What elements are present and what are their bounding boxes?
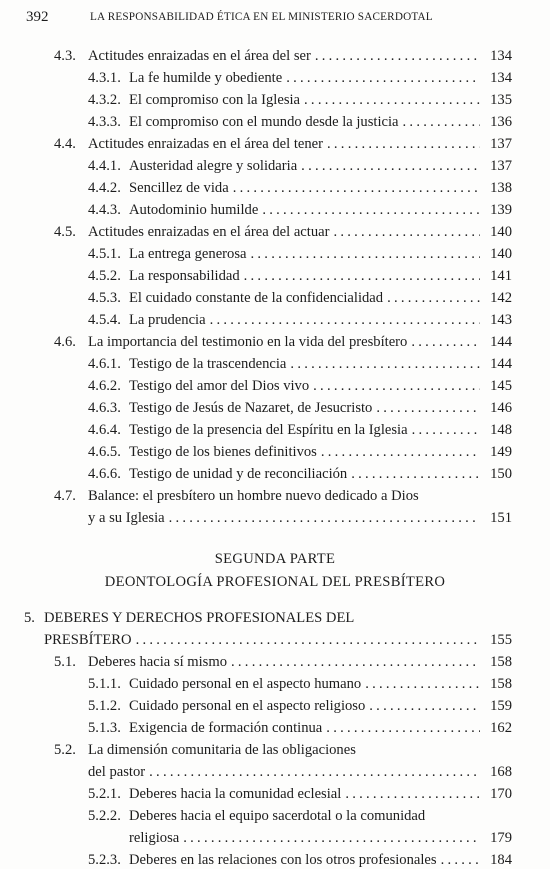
entry-title: PRESBÍTERO (44, 632, 132, 648)
entry-page: 179 (490, 830, 512, 846)
entry-title-line1: DEBERES Y DERECHOS PROFESIONALES DEL (44, 610, 355, 626)
toc-entry (88, 266, 512, 286)
entry-page: 142 (490, 290, 512, 306)
entry-page: 159 (490, 698, 512, 714)
entry-title: Deberes hacia la comunidad eclesial (129, 786, 342, 802)
entry-number: 4.6. (54, 334, 76, 350)
entry-title: religiosa (129, 830, 180, 846)
entry-page: 138 (490, 180, 512, 196)
entry-title: Cuidado personal en el aspecto humano (129, 676, 362, 692)
entry-number: 5.1.3. (88, 720, 121, 736)
entry-page: 135 (490, 92, 512, 108)
toc-entry (88, 288, 512, 308)
entry-title: La prudencia (129, 312, 206, 328)
toc-entry (54, 134, 512, 154)
entry-number: 4.5.3. (88, 290, 121, 306)
entry-page: 137 (490, 136, 512, 152)
dot-leader (210, 310, 480, 330)
toc-entry (88, 508, 512, 528)
entry-page: 140 (490, 224, 512, 240)
part-label: SEGUNDA PARTE (214, 551, 336, 567)
entry-page: 148 (490, 422, 512, 438)
entry-page: 155 (490, 632, 512, 648)
entry-title: Testigo de unidad y de reconciliación (129, 466, 348, 482)
dot-leader (231, 652, 480, 672)
entry-page: 137 (490, 158, 512, 174)
toc-entry (88, 442, 512, 462)
entry-page: 143 (490, 312, 512, 328)
toc-entry (88, 376, 512, 396)
dot-leader (233, 178, 480, 198)
dot-leader (411, 332, 480, 352)
entry-title: Deberes en las relaciones con los otros profesionales (129, 852, 437, 868)
toc-entry (88, 90, 512, 110)
entry-number: 5. (24, 610, 35, 626)
dot-leader (321, 442, 480, 462)
entry-page: 144 (490, 334, 512, 350)
entry-page: 184 (490, 852, 512, 868)
entry-title: Actitudes enraizadas en el área del actuar (88, 224, 330, 240)
toc-entry-first-line (54, 740, 356, 760)
dot-leader (290, 354, 480, 374)
entry-number: 4.4. (54, 136, 76, 152)
entry-page: 141 (490, 268, 512, 284)
part-title: DEONTOLOGÍA PROFESIONAL DEL PRESBÍTERO (104, 574, 446, 590)
entry-number: 5.2.1. (88, 786, 121, 802)
entry-title: Testigo del amor del Dios vivo (129, 378, 310, 394)
entry-title: La importancia del testimonio en la vida del presbítero (88, 334, 408, 350)
dot-leader (403, 112, 480, 132)
entry-title: La responsabilidad (129, 268, 240, 284)
entry-number: 4.6.6. (88, 466, 121, 482)
entry-title: La entrega generosa (129, 246, 247, 262)
entry-title-line1: Balance: el presbítero un hombre nuevo dedicado a Dios (88, 488, 419, 504)
entry-page: 139 (490, 202, 512, 218)
entry-number: 4.5.2. (88, 268, 121, 284)
entry-number: 4.4.1. (88, 158, 121, 174)
entry-title: Actitudes enraizadas en el área del tener (88, 136, 323, 152)
entry-title: Testigo de la presencia del Espíritu en la Iglesia (129, 422, 408, 438)
entry-page: 134 (490, 48, 512, 64)
entry-title: El cuidado constante de la confidencialidad (129, 290, 384, 306)
entry-title-line1: Deberes hacia el equipo sacerdotal o la comunidad (129, 808, 426, 824)
toc-entry (88, 674, 512, 694)
running-head-title: LA RESPONSABILIDAD ÉTICA EN EL MINISTERIO SACERDOTAL (90, 11, 433, 23)
entry-page: 158 (490, 654, 512, 670)
entry-number: 4.6.5. (88, 444, 121, 460)
dot-leader (169, 508, 480, 528)
dot-leader (365, 674, 480, 694)
entry-page: 144 (490, 356, 512, 372)
dot-leader (351, 464, 480, 484)
entry-title: Actitudes enraizadas en el área del ser (88, 48, 311, 64)
toc-entry (54, 46, 512, 66)
entry-title: Cuidado personal en el aspecto religioso (129, 698, 366, 714)
entry-page: 149 (490, 444, 512, 460)
toc-entry (54, 222, 512, 242)
dot-leader (304, 90, 480, 110)
dot-leader (286, 68, 480, 88)
entry-title: y a su Iglesia (88, 510, 165, 526)
dot-leader (327, 134, 480, 154)
entry-number: 5.2.2. (88, 808, 121, 824)
toc-entry (88, 762, 512, 782)
dot-leader (315, 46, 480, 66)
dot-leader (441, 850, 480, 870)
entry-number: 4.4.2. (88, 180, 121, 196)
entry-title: del pastor (88, 764, 146, 780)
dot-leader (262, 200, 480, 220)
entry-page: 146 (490, 400, 512, 416)
entry-number: 4.7. (54, 488, 76, 504)
toc-entry (88, 244, 512, 264)
entry-page: 134 (490, 70, 512, 86)
toc-entry (129, 828, 512, 848)
entry-number: 4.3.3. (88, 114, 121, 130)
entry-title: Sencillez de vida (129, 180, 229, 196)
toc-entry (88, 156, 512, 176)
toc-entry (88, 464, 512, 484)
entry-title-line1: La dimensión comunitaria de las obligaciones (88, 742, 356, 758)
toc-entry (88, 850, 512, 870)
dot-leader (412, 420, 480, 440)
entry-page: 168 (490, 764, 512, 780)
entry-number: 4.6.2. (88, 378, 121, 394)
dot-leader (149, 762, 480, 782)
entry-number: 4.6.3. (88, 400, 121, 416)
toc-entry-first-line (24, 608, 354, 628)
dot-leader (136, 630, 480, 650)
entry-title: Deberes hacia sí mismo (88, 654, 228, 670)
entry-page: 150 (490, 466, 512, 482)
entry-number: 4.6.4. (88, 422, 121, 438)
dot-leader (251, 244, 481, 264)
toc-entry (88, 68, 512, 88)
toc-entry (88, 354, 512, 374)
dot-leader (301, 156, 480, 176)
dot-leader (333, 222, 480, 242)
toc-entry (88, 420, 512, 440)
entry-number: 4.3.2. (88, 92, 121, 108)
entry-page: 136 (490, 114, 512, 130)
entry-number: 4.6.1. (88, 356, 121, 372)
dot-leader (244, 266, 480, 286)
entry-page: 151 (490, 510, 512, 526)
entry-page: 145 (490, 378, 512, 394)
entry-page: 162 (490, 720, 512, 736)
entry-page: 140 (490, 246, 512, 262)
entry-title: Austeridad alegre y solidaria (129, 158, 298, 174)
entry-number: 5.1.1. (88, 676, 121, 692)
dot-leader (387, 288, 480, 308)
entry-number: 5.1. (54, 654, 76, 670)
toc-entry (88, 398, 512, 418)
toc-entry (88, 696, 512, 716)
entry-title: Testigo de la trascendencia (129, 356, 287, 372)
entry-page: 170 (490, 786, 512, 802)
entry-title: La fe humilde y obediente (129, 70, 283, 86)
entry-number: 4.3.1. (88, 70, 121, 86)
dot-leader (369, 696, 480, 716)
entry-title: Autodominio humilde (129, 202, 259, 218)
toc-entry (54, 332, 512, 352)
toc-entry (88, 200, 512, 220)
toc-entry (88, 178, 512, 198)
toc-entry (88, 112, 512, 132)
toc-entry (44, 630, 512, 650)
entry-number: 4.3. (54, 48, 76, 64)
entry-number: 4.5.1. (88, 246, 121, 262)
entry-number: 4.4.3. (88, 202, 121, 218)
entry-page: 158 (490, 676, 512, 692)
entry-title: El compromiso con la Iglesia (129, 92, 301, 108)
entry-number: 4.5. (54, 224, 76, 240)
entry-title: Exigencia de formación continua (129, 720, 323, 736)
entry-title: Testigo de Jesús de Nazaret, de Jesucristo (129, 400, 373, 416)
toc-entry-first-line (88, 806, 425, 826)
toc-entry-first-line (54, 486, 419, 506)
toc-entry (88, 718, 512, 738)
entry-title: El compromiso con el mundo desde la justicia (129, 114, 399, 130)
dot-leader (183, 828, 480, 848)
toc-entry (88, 310, 512, 330)
entry-number: 5.1.2. (88, 698, 121, 714)
dot-leader (376, 398, 480, 418)
dot-leader (313, 376, 480, 396)
running-head (26, 9, 530, 29)
page-number: 392 (26, 9, 49, 25)
entry-number: 4.5.4. (88, 312, 121, 328)
dot-leader (345, 784, 480, 804)
entry-title: Testigo de los bienes definitivos (129, 444, 317, 460)
dot-leader (326, 718, 480, 738)
toc-entry (88, 784, 512, 804)
entry-number: 5.2. (54, 742, 76, 758)
toc-entry (54, 652, 512, 672)
entry-number: 5.2.3. (88, 852, 121, 868)
